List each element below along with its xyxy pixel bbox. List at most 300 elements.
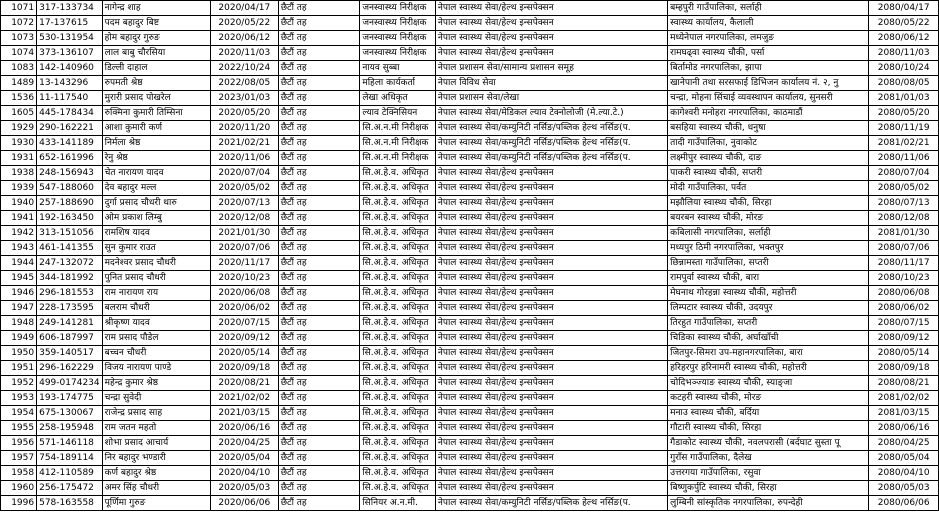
post-cell: सि.अ.न.मी निरीक्षक: [360, 136, 436, 151]
appointment-date-cell: 2020/06/08: [210, 286, 278, 301]
office-cell: जितपुर-सिमरा उप-महानगरपालिका, बारा: [668, 346, 869, 361]
office-cell: मोदी गाउँपालिका, पर्वत: [668, 181, 869, 196]
appointment-date-cell: 2020/05/02: [210, 181, 278, 196]
post-cell: सि.अ.हे.व. अधिकृत: [360, 301, 436, 316]
table-row: [1, 211, 939, 226]
level-cell: छैटौं तह: [278, 46, 360, 61]
table-row: [1, 181, 939, 196]
name-cell: निर बहादुर भण्डारी: [102, 451, 210, 466]
service-group-cell: नेपाल स्वास्थ्य सेवा/हेल्थ इन्सपेक्सन: [435, 346, 667, 361]
table-row: [1, 151, 939, 166]
post-cell: नायव सुब्बा: [360, 61, 436, 76]
level-cell: छैटौं तह: [278, 136, 360, 151]
post-cell: सि.अ.हे.व. अधिकृत: [360, 181, 436, 196]
table-row: [1, 361, 939, 376]
table-row: [1, 1, 939, 16]
appointment-date-cell: 2021/02/02: [210, 391, 278, 406]
symbol-number-cell: 192-163450: [37, 211, 103, 226]
post-cell: जनस्वास्थ्य निरीक्षक: [360, 16, 436, 31]
retirement-date-cell: 2080/07/15: [869, 316, 939, 331]
appointment-date-cell: 2022/08/05: [210, 76, 278, 91]
symbol-number-cell: 249-141281: [37, 316, 103, 331]
level-cell: छैटौं तह: [278, 61, 360, 76]
appointment-date-cell: 2020/05/14: [210, 346, 278, 361]
service-group-cell: नेपाल स्वास्थ्य सेवा/हेल्थ इन्सपेक्सन: [435, 391, 667, 406]
service-group-cell: नेपाल स्वास्थ्य सेवा/हेल्थ इन्सपेक्सन: [435, 466, 667, 481]
service-group-cell: नेपाल स्वास्थ्य सेवा/हेल्थ इन्सपेक्सन: [435, 226, 667, 241]
retirement-date-cell: 2081/02/21: [869, 136, 939, 151]
serial-cell: 1929: [1, 121, 37, 136]
serial-cell: 1489: [1, 76, 37, 91]
table-row: [1, 421, 939, 436]
symbol-number-cell: 248-156943: [37, 166, 103, 181]
table-row: [1, 481, 939, 496]
name-cell: दुर्गा प्रसाद चौधरी थारु: [102, 196, 210, 211]
service-group-cell: नेपाल स्वास्थ्य सेवा/हेल्थ इन्सपेक्सन: [435, 166, 667, 181]
office-cell: उत्तरगया गाउँपालिका, रसुवा: [668, 466, 869, 481]
serial-cell: 1956: [1, 436, 37, 451]
table-row: [1, 166, 939, 181]
retirement-date-cell: 2080/05/20: [869, 106, 939, 121]
level-cell: छैटौं तह: [278, 211, 360, 226]
serial-cell: 1536: [1, 91, 37, 106]
retirement-date-cell: 2080/09/12: [869, 331, 939, 346]
retirement-date-cell: 2081/03/15: [869, 406, 939, 421]
office-cell: लिम्पटार स्वास्थ्य चौकी, उदयपुर: [668, 301, 869, 316]
appointment-date-cell: 2021/03/15: [210, 406, 278, 421]
serial-cell: 1960: [1, 481, 37, 496]
appointment-date-cell: 2021/02/21: [210, 136, 278, 151]
serial-cell: 1949: [1, 331, 37, 346]
service-group-cell: नेपाल स्वास्थ्य सेवा/हेल्थ इन्सपेक्सन: [435, 481, 667, 496]
symbol-number-cell: 499-0174234: [37, 376, 103, 391]
name-cell: राजेन्द्र प्रसाद साह: [102, 406, 210, 421]
table-row: [1, 226, 939, 241]
name-cell: चेत नारायण यादव: [102, 166, 210, 181]
name-cell: राम प्रसाद पौडेल: [102, 331, 210, 346]
level-cell: छैटौं तह: [278, 301, 360, 316]
post-cell: सि.अ.हे.व. अधिकृत: [360, 241, 436, 256]
table-row: [1, 406, 939, 421]
post-cell: महिला कार्यकर्ता: [360, 76, 436, 91]
level-cell: छैटौं तह: [278, 391, 360, 406]
post-cell: सि.अ.हे.व. अधिकृत: [360, 406, 436, 421]
serial-cell: 1958: [1, 466, 37, 481]
name-cell: शोभा प्रसाद आचार्य: [102, 436, 210, 451]
serial-cell: 1948: [1, 316, 37, 331]
symbol-number-cell: 142-140960: [37, 61, 103, 76]
table-row: [1, 451, 939, 466]
symbol-number-cell: 547-188060: [37, 181, 103, 196]
table-row: [1, 391, 939, 406]
service-group-cell: नेपाल स्वास्थ्य सेवा/कम्युनिटी नर्सिङ/पब्लिक हेल्थ नर्सिङ(प.: [435, 151, 667, 166]
retirement-date-cell: 2080/05/04: [869, 451, 939, 466]
retirement-date-cell: 2080/04/10: [869, 466, 939, 481]
serial-cell: 1954: [1, 406, 37, 421]
symbol-number-cell: 606-187997: [37, 331, 103, 346]
appointment-date-cell: 2020/07/06: [210, 241, 278, 256]
table-row: [1, 196, 939, 211]
office-cell: चोदिभञ्ज्याङ स्वास्थ्य चौकी, स्याङ्जा: [668, 376, 869, 391]
service-group-cell: नेपाल स्वास्थ्य सेवा/हेल्थ इन्सपेक्सन: [435, 241, 667, 256]
office-cell: छिन्नामस्ता गाउँपालिका, सप्तरी: [668, 256, 869, 271]
appointment-date-cell: 2020/06/12: [210, 31, 278, 46]
appointment-date-cell: 2020/06/06: [210, 496, 278, 511]
office-cell: हरिहरपुर हरिनामरी स्वास्थ्य चौकी, महोत्तरी: [668, 361, 869, 376]
appointment-date-cell: 2020/11/17: [210, 256, 278, 271]
level-cell: छैटौं तह: [278, 361, 360, 376]
symbol-number-cell: 11-117540: [37, 91, 103, 106]
table-row: [1, 46, 939, 61]
appointment-date-cell: 2020/08/21: [210, 376, 278, 391]
table-row: [1, 286, 939, 301]
serial-cell: 1083: [1, 61, 37, 76]
name-cell: अमर सिंह चौधरी: [102, 481, 210, 496]
symbol-number-cell: 228-173595: [37, 301, 103, 316]
service-group-cell: नेपाल स्वास्थ्य सेवा/हेल्थ इन्सपेक्सन: [435, 436, 667, 451]
office-cell: गुराँस गाउँपालिका, दैलेख: [668, 451, 869, 466]
symbol-number-cell: 296-181553: [37, 286, 103, 301]
retirement-date-cell: 2080/08/21: [869, 376, 939, 391]
table-row: [1, 31, 939, 46]
table-row: [1, 61, 939, 76]
serial-cell: 1938: [1, 166, 37, 181]
serial-cell: 1941: [1, 211, 37, 226]
name-cell: देव बहादुर मल्ल: [102, 181, 210, 196]
service-group-cell: नेपाल विविध सेवा: [435, 76, 667, 91]
service-group-cell: नेपाल स्वास्थ्य सेवा/हेल्थ इन्सपेक्सन: [435, 271, 667, 286]
appointment-date-cell: 2020/04/17: [210, 1, 278, 16]
appointment-date-cell: 2023/01/03: [210, 91, 278, 106]
serial-cell: 1952: [1, 376, 37, 391]
appointment-date-cell: 2020/04/25: [210, 436, 278, 451]
level-cell: छैटौं तह: [278, 346, 360, 361]
level-cell: छैटौं तह: [278, 331, 360, 346]
post-cell: सि.अ.हे.व. अधिकृत: [360, 211, 436, 226]
symbol-number-cell: 412-110589: [37, 466, 103, 481]
post-cell: सि.अ.हे.व. अधिकृत: [360, 346, 436, 361]
office-cell: कागेश्वरी मनोहरा नगरपालिका, काठमाडौं: [668, 106, 869, 121]
level-cell: छैटौं तह: [278, 166, 360, 181]
service-group-cell: नेपाल स्वास्थ्य सेवा/हेल्थ इन्सपेक्सन: [435, 286, 667, 301]
name-cell: बच्चन चौधरी: [102, 346, 210, 361]
post-cell: सि.अ.हे.व. अधिकृत: [360, 271, 436, 286]
post-cell: सि.अ.हे.व. अधिकृत: [360, 331, 436, 346]
name-cell: रामशिष यादव: [102, 226, 210, 241]
table-row: [1, 346, 939, 361]
symbol-number-cell: 445-178434: [37, 106, 103, 121]
name-cell: पूर्णिमा गुरुङ: [102, 496, 210, 511]
symbol-number-cell: 247-132072: [37, 256, 103, 271]
retirement-date-cell: 2080/04/17: [869, 1, 939, 16]
post-cell: सि.अ.हे.व. अधिकृत: [360, 226, 436, 241]
symbol-number-cell: 359-140517: [37, 346, 103, 361]
symbol-number-cell: 313-151056: [37, 226, 103, 241]
symbol-number-cell: 317-133734: [37, 1, 103, 16]
symbol-number-cell: 258-195948: [37, 421, 103, 436]
serial-cell: 1947: [1, 301, 37, 316]
level-cell: छैटौं तह: [278, 196, 360, 211]
post-cell: सि.अ.हे.व. अधिकृत: [360, 316, 436, 331]
office-cell: बिष्णुकर्पुटि स्वास्थ्य चौकी, सिरहा: [668, 481, 869, 496]
office-cell: कबिलासी नगरपालिका, सर्लाही: [668, 226, 869, 241]
office-cell: रामघढ्वा स्वास्थ्य चौकी, पर्सा: [668, 46, 869, 61]
serial-cell: 1943: [1, 241, 37, 256]
office-cell: कटहरी स्वास्थ्य चौकी, मोरङ: [668, 391, 869, 406]
serial-cell: 1930: [1, 136, 37, 151]
level-cell: छैटौं तह: [278, 106, 360, 121]
level-cell: छैटौं तह: [278, 1, 360, 16]
name-cell: रेनु श्रेष्ठ: [102, 151, 210, 166]
serial-cell: 1996: [1, 496, 37, 511]
name-cell: होम बहादुर गुरुङ: [102, 31, 210, 46]
serial-cell: 1945: [1, 271, 37, 286]
level-cell: छैटौं तह: [278, 376, 360, 391]
service-group-cell: नेपाल स्वास्थ्य सेवा/हेल्थ इन्सपेक्सन: [435, 256, 667, 271]
serial-cell: 1957: [1, 451, 37, 466]
name-cell: महेन्द्र कुमार श्रेष्ठ: [102, 376, 210, 391]
serial-cell: 1944: [1, 256, 37, 271]
table-row: [1, 301, 939, 316]
office-cell: स्वास्थ्य कार्यालय, कैलाली: [668, 16, 869, 31]
table-row: [1, 76, 939, 91]
appointment-date-cell: 2020/05/20: [210, 106, 278, 121]
table-row: [1, 316, 939, 331]
post-cell: सि.अ.हे.व. अधिकृत: [360, 466, 436, 481]
service-group-cell: नेपाल स्वास्थ्य सेवा/हेल्थ इन्सपेक्सन: [435, 301, 667, 316]
name-cell: आशा कुमारी कर्ण: [102, 121, 210, 136]
post-cell: सि.अ.न.मी निरीक्षक: [360, 151, 436, 166]
retirement-date-cell: 2080/06/08: [869, 286, 939, 301]
retirement-date-cell: 2080/08/05: [869, 76, 939, 91]
office-cell: पाकरी स्वास्थ्य चौकी, सप्तरी: [668, 166, 869, 181]
retirement-date-cell: 2080/10/23: [869, 271, 939, 286]
office-cell: तादी गाउँपालिका, नुवाकोट: [668, 136, 869, 151]
office-cell: बिर्तामोड नगरपालिका, झापा: [668, 61, 869, 76]
symbol-number-cell: 652-161996: [37, 151, 103, 166]
table-row: [1, 331, 939, 346]
symbol-number-cell: 13-143296: [37, 76, 103, 91]
post-cell: सि.अ.हे.व. अधिकृत: [360, 256, 436, 271]
table-row: [1, 436, 939, 451]
service-group-cell: नेपाल स्वास्थ्य सेवा/हेल्थ इन्सपेक्सन: [435, 406, 667, 421]
appointment-date-cell: 2020/06/16: [210, 421, 278, 436]
service-group-cell: नेपाल स्वास्थ्य सेवा/हेल्थ इन्सपेक्सन: [435, 31, 667, 46]
symbol-number-cell: 373-136107: [37, 46, 103, 61]
name-cell: चन्द्रा सुवेदी: [102, 391, 210, 406]
symbol-number-cell: 578-163558: [37, 496, 103, 511]
retirement-date-cell: 2080/11/19: [869, 121, 939, 136]
serial-cell: 1931: [1, 151, 37, 166]
symbol-number-cell: 461-141355: [37, 241, 103, 256]
service-group-cell: नेपाल स्वास्थ्य सेवा/हेल्थ इन्सपेक्सन: [435, 316, 667, 331]
level-cell: छैटौं तह: [278, 451, 360, 466]
level-cell: छैटौं तह: [278, 271, 360, 286]
name-cell: ओम प्रकाश लिम्बु: [102, 211, 210, 226]
symbol-number-cell: 290-162221: [37, 121, 103, 136]
post-cell: सि.अ.हे.व. अधिकृत: [360, 286, 436, 301]
post-cell: सि.अ.हे.व. अधिकृत: [360, 436, 436, 451]
name-cell: श्रीकृष्ण यादव: [102, 316, 210, 331]
retirement-date-cell: 2080/06/16: [869, 421, 939, 436]
service-group-cell: नेपाल स्वास्थ्य सेवा/हेल्थ इन्सपेक्सन: [435, 196, 667, 211]
post-cell: सि.अ.हे.व. अधिकृत: [360, 481, 436, 496]
office-cell: मझौलिया स्वास्थ्य चौकी, सिरहा: [668, 196, 869, 211]
serial-cell: 1942: [1, 226, 37, 241]
symbol-number-cell: 433-141189: [37, 136, 103, 151]
level-cell: छैटौं तह: [278, 316, 360, 331]
serial-cell: 1950: [1, 346, 37, 361]
appointment-date-cell: 2020/05/22: [210, 16, 278, 31]
table-row: [1, 496, 939, 511]
office-cell: चन्द्रा, मोहना सिंचाई व्यवस्थापन कार्यालय, सुनसरी: [668, 91, 869, 106]
office-cell: मनाउ स्वास्थ्य चौकी, बर्दिया: [668, 406, 869, 421]
appointment-date-cell: 2020/07/04: [210, 166, 278, 181]
name-cell: रुपमती श्रेष्ठ: [102, 76, 210, 91]
name-cell: मुरारी प्रसाद पोखरेल: [102, 91, 210, 106]
symbol-number-cell: 754-189114: [37, 451, 103, 466]
appointment-date-cell: 2020/11/03: [210, 46, 278, 61]
name-cell: मदनेश्वर प्रसाद चौधरी: [102, 256, 210, 271]
appointment-date-cell: 2020/06/02: [210, 301, 278, 316]
service-group-cell: नेपाल स्वास्थ्य सेवा/हेल्थ इन्सपेक्सन: [435, 16, 667, 31]
service-group-cell: नेपाल प्रशासन सेवा/सामान्य प्रशासन समूह: [435, 61, 667, 76]
post-cell: ल्याव टेक्निसियन: [360, 106, 436, 121]
level-cell: छैटौं तह: [278, 481, 360, 496]
name-cell: डिल्ली दाहाल: [102, 61, 210, 76]
retirement-date-cell: 2080/06/06: [869, 496, 939, 511]
level-cell: छैटौं तह: [278, 256, 360, 271]
table-row: [1, 241, 939, 256]
retirement-date-cell: 2080/05/03: [869, 481, 939, 496]
name-cell: नागेन्द्र शाह: [102, 1, 210, 16]
post-cell: सि.अ.हे.व. अधिकृत: [360, 391, 436, 406]
appointment-date-cell: 2020/12/08: [210, 211, 278, 226]
retirement-date-cell: 2080/05/22: [869, 16, 939, 31]
symbol-number-cell: 193-174775: [37, 391, 103, 406]
office-cell: चिडिका स्वास्थ्य चौकी, अर्घाखाँची: [668, 331, 869, 346]
retirement-date-cell: 2081/01/03: [869, 91, 939, 106]
appointment-date-cell: 2020/09/12: [210, 331, 278, 346]
serial-cell: 1939: [1, 181, 37, 196]
retirement-date-cell: 2081/01/30: [869, 226, 939, 241]
service-group-cell: नेपाल स्वास्थ्य सेवा/हेल्थ इन्सपेक्सन: [435, 181, 667, 196]
service-group-cell: नेपाल प्रशासन सेवा/लेखा: [435, 91, 667, 106]
symbol-number-cell: 257-188690: [37, 196, 103, 211]
appointment-date-cell: 2020/10/23: [210, 271, 278, 286]
post-cell: जनस्वास्थ्य निरीक्षक: [360, 1, 436, 16]
office-cell: गौटारी स्वास्थ्य चौकी, सिरहा: [668, 421, 869, 436]
retirement-date-cell: 2080/06/12: [869, 31, 939, 46]
office-cell: बम्हपुरी गाउँपालिका, सर्लाही: [668, 1, 869, 16]
office-cell: बसहिया स्वास्थ्य चौकी, धनुषा: [668, 121, 869, 136]
name-cell: राम नारायण राय: [102, 286, 210, 301]
level-cell: छैटौं तह: [278, 16, 360, 31]
post-cell: सि.अ.हे.व. अधिकृत: [360, 196, 436, 211]
post-cell: सि.अ.हे.व. अधिकृत: [360, 451, 436, 466]
retirement-date-cell: 2080/10/24: [869, 61, 939, 76]
service-group-cell: नेपाल स्वास्थ्य सेवा/कम्युनिटी नर्सिङ/पब्लिक हेल्थ नर्सिङ(प.: [435, 121, 667, 136]
symbol-number-cell: 675-130067: [37, 406, 103, 421]
retirement-date-cell: 2080/04/25: [869, 436, 939, 451]
appointment-date-cell: 2020/09/18: [210, 361, 278, 376]
retirement-date-cell: 2080/07/04: [869, 166, 939, 181]
post-cell: जनस्वास्थ्य निरीक्षक: [360, 46, 436, 61]
office-cell: बयरबन स्वास्थ्य चौकी, मोरङ: [668, 211, 869, 226]
service-group-cell: नेपाल स्वास्थ्य सेवा/हेल्थ इन्सपेक्सन: [435, 421, 667, 436]
post-cell: सि.अ.न.मी निरीक्षक: [360, 121, 436, 136]
serial-cell: 1073: [1, 31, 37, 46]
table-row: [1, 106, 939, 121]
table-row: [1, 466, 939, 481]
level-cell: छैटौं तह: [278, 121, 360, 136]
name-cell: कर्ण बहादुर श्रेष्ठ: [102, 466, 210, 481]
name-cell: निर्मला श्रेष्ठ: [102, 136, 210, 151]
table-row: [1, 121, 939, 136]
symbol-number-cell: 530-131954: [37, 31, 103, 46]
name-cell: लाल बाबु चौरसिया: [102, 46, 210, 61]
symbol-number-cell: 17-137615: [37, 16, 103, 31]
service-group-cell: नेपाल स्वास्थ्य सेवा/हेल्थ इन्सपेक्सन: [435, 46, 667, 61]
serial-cell: 1074: [1, 46, 37, 61]
level-cell: छैटौं तह: [278, 421, 360, 436]
table-row: [1, 16, 939, 31]
name-cell: राम जतन महतो: [102, 421, 210, 436]
retirement-date-cell: 2080/12/08: [869, 211, 939, 226]
level-cell: छैटौं तह: [278, 151, 360, 166]
level-cell: छैटौं तह: [278, 286, 360, 301]
level-cell: छैटौं तह: [278, 466, 360, 481]
symbol-number-cell: 571-146118: [37, 436, 103, 451]
name-cell: पुनित प्रसाद चौधरी: [102, 271, 210, 286]
table-body: [1, 1, 939, 511]
office-cell: मेघनाथ गोरहन्ना स्वास्थ्य चौकी, महोत्तरी: [668, 286, 869, 301]
retirement-date-cell: 2080/09/18: [869, 361, 939, 376]
table-row: [1, 376, 939, 391]
serial-cell: 1953: [1, 391, 37, 406]
name-cell: विजय नारायण पाण्डे: [102, 361, 210, 376]
level-cell: छैटौं तह: [278, 91, 360, 106]
office-cell: लक्ष्मीपुर स्वास्थ्य चौकी, दाङ: [668, 151, 869, 166]
office-cell: मध्यपुर ठिमी नगरपालिका, भक्तपुर: [668, 241, 869, 256]
office-cell: गैडाकोट स्वास्थ्य चौकी, नवलपरासी (बर्दघाट सुस्ता पू: [668, 436, 869, 451]
retirement-date-cell: 2080/11/03: [869, 46, 939, 61]
post-cell: जनस्वास्थ्य निरीक्षक: [360, 31, 436, 46]
symbol-number-cell: 256-175472: [37, 481, 103, 496]
symbol-number-cell: 296-162229: [37, 361, 103, 376]
office-cell: लुम्बिनी सांस्कृतिक नगरपालिका, रुपन्देही: [668, 496, 869, 511]
level-cell: छैटौं तह: [278, 496, 360, 511]
table-row: [1, 136, 939, 151]
serial-cell: 1951: [1, 361, 37, 376]
service-group-cell: नेपाल स्वास्थ्य सेवा/मेडिकल ल्याव टेक्नोलोजी (मे.ल्या.टे.): [435, 106, 667, 121]
service-group-cell: नेपाल स्वास्थ्य सेवा/कम्युनिटी नर्सिङ/पब्लिक हेल्थ नर्सिङ(प.: [435, 136, 667, 151]
retirement-date-cell: 2080/07/13: [869, 196, 939, 211]
name-cell: सुन कुमार राउत: [102, 241, 210, 256]
post-cell: सि.अ.हे.व. अधिकृत: [360, 421, 436, 436]
post-cell: सि.अ.हे.व. अधिकृत: [360, 376, 436, 391]
service-group-cell: नेपाल स्वास्थ्य सेवा/हेल्थ इन्सपेक्सन: [435, 361, 667, 376]
service-group-cell: नेपाल स्वास्थ्य सेवा/हेल्थ इन्सपेक्सन: [435, 376, 667, 391]
post-cell: लेखा अधिकृत: [360, 91, 436, 106]
name-cell: रुक्मिना कुमारी तिम्सिना: [102, 106, 210, 121]
retirement-date-cell: 2080/06/02: [869, 301, 939, 316]
office-cell: खानेपानी तथा सरसफाई डिभिजन कार्यालय नं. २, नु: [668, 76, 869, 91]
service-group-cell: नेपाल स्वास्थ्य सेवा/हेल्थ इन्सपेक्सन: [435, 331, 667, 346]
level-cell: छैटौं तह: [278, 76, 360, 91]
level-cell: छैटौं तह: [278, 436, 360, 451]
level-cell: छैटौं तह: [278, 226, 360, 241]
